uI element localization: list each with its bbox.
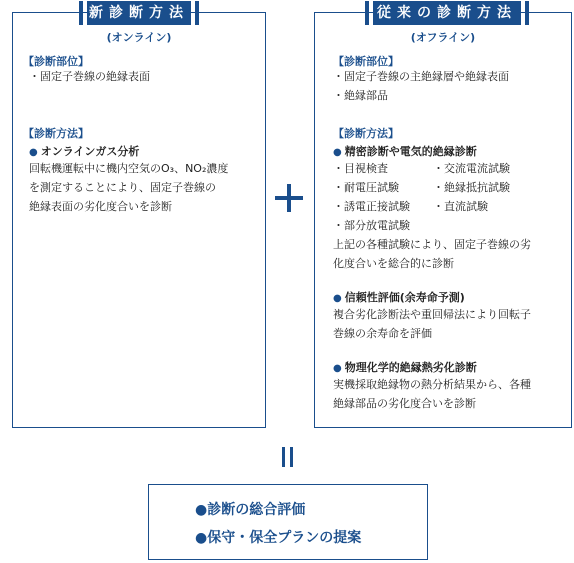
bullet-dot-icon: ●: [333, 293, 342, 304]
old-bullet1-desc1: 上記の各種試験により、固定子巻線の劣: [333, 238, 531, 251]
old-bullet1-desc2: 化度合いを総合的に診断: [333, 257, 454, 270]
new-desc-line1: 回転機運転中に機内空気のO₃、NO₂濃度: [29, 162, 229, 175]
test-item: ・目視検査: [333, 162, 388, 175]
old-bullet1: [333, 143, 477, 159]
old-bullet2-desc2: 巻線の余寿命を評価: [333, 327, 432, 340]
old-method-subtitle: (オフライン): [410, 31, 476, 44]
result-box: [148, 484, 428, 560]
new-method-subtitle: (オンライン): [106, 31, 172, 44]
new-bullet: [29, 143, 139, 159]
old-method-heading: 【診断方法】: [333, 127, 399, 140]
old-part-heading: 【診断部位】: [333, 55, 399, 68]
equals-icon: [282, 447, 294, 467]
new-bullet-label: オンラインガス分析: [40, 145, 140, 158]
test-item: ・交流電流試験: [433, 162, 510, 175]
bullet-dot-icon: ●: [29, 147, 38, 158]
new-method-panel: [12, 5, 266, 428]
old-bullet3-desc2: 絶縁部品の劣化度合いを診断: [333, 397, 476, 410]
old-bullet2-label: 信頼性評価(余寿命予測): [344, 291, 465, 304]
test-item: ・部分放電試験: [333, 219, 410, 232]
plus-icon: [275, 184, 303, 212]
new-desc-line3: 絶縁表面の劣化度合いを診断: [29, 200, 172, 213]
old-method-title: 従来の診断方法: [373, 1, 521, 25]
old-bullet3: [333, 359, 477, 375]
old-bullet3-label: 物理化学的絶縁熱劣化診断: [344, 361, 477, 374]
test-item: ・絶縁抵抗試験: [433, 181, 510, 194]
result-item-evaluation: ●診断の総合評価: [195, 502, 306, 518]
old-bullet2: [333, 289, 465, 305]
new-desc-line2: を測定することにより、固定子巻線の: [29, 181, 216, 194]
new-part-heading: 【診断部位】: [23, 55, 89, 68]
old-bullet2-desc1: 複合劣化診断法や重回帰法により回転子: [333, 308, 531, 321]
test-item: ・耐電圧試験: [333, 181, 399, 194]
test-item: ・誘電正接試験: [333, 200, 410, 213]
new-method-heading: 【診断方法】: [23, 127, 89, 140]
old-part-line2: ・絶縁部品: [333, 89, 388, 102]
old-bullet3-desc1: 実機採取絶縁物の熱分析結果から、各種: [333, 378, 531, 391]
test-item: ・直流試験: [433, 200, 488, 213]
result-item-maintenance: ●保守・保全プランの提案: [195, 530, 362, 546]
new-part-text: ・固定子巻線の絶縁表面: [29, 70, 150, 83]
old-method-panel: [314, 5, 572, 428]
new-method-title: 新診断方法: [87, 1, 191, 25]
old-part-line1: ・固定子巻線の主絶縁層や絶縁表面: [333, 70, 509, 83]
bullet-dot-icon: ●: [333, 363, 342, 374]
old-bullet1-label: 精密診断や電気的絶縁診断: [344, 145, 477, 158]
bullet-dot-icon: ●: [333, 147, 342, 158]
